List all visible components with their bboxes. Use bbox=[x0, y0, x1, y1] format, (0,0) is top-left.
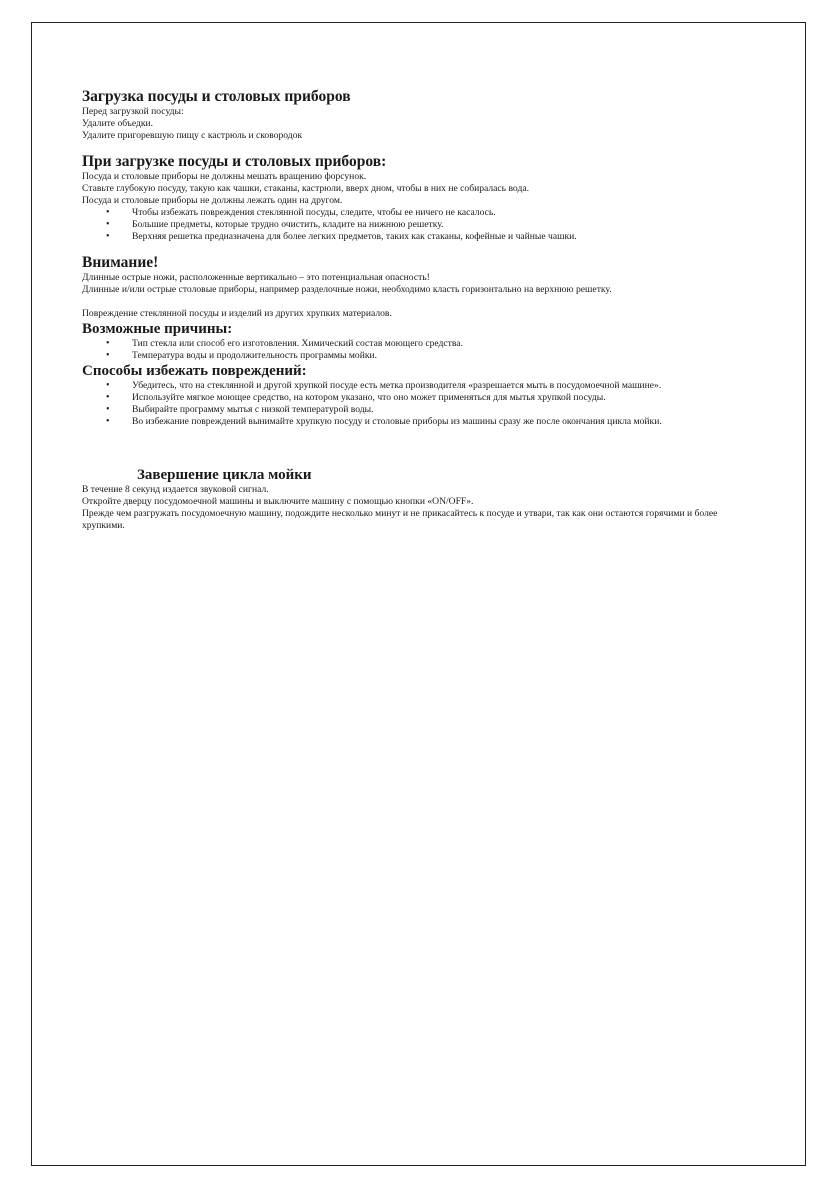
list-item: • Верхняя решетка предназначена для более легких предметов, таких как стаканы, кофейные и чайные чашки. bbox=[82, 231, 762, 243]
section-title-prevention: Способы избежать повреждений: bbox=[82, 363, 307, 379]
document-body bbox=[82, 88, 762, 532]
text-line: Длинные и/или острые столовые приборы, например разделочные ножи, необходимо класть горизонтально на верхнюю решетку. bbox=[82, 284, 612, 295]
text-line: Посуда и столовые приборы не должны лежать один на другом. bbox=[82, 195, 343, 206]
section-title-while-loading: При загрузке посуды и столовых приборов: bbox=[82, 153, 387, 170]
text-line: Ставьте глубокую посуду, такую как чашки, стаканы, кастрюли, вверх дном, чтобы в них не собиралась вода. bbox=[82, 183, 529, 194]
text-line: В течение 8 секунд издается звуковой сигнал. bbox=[82, 484, 269, 495]
text-line: Удалите пригоревшую пищу с кастрюль и сковородок bbox=[82, 130, 303, 141]
text-line: Посуда и столовые приборы не должны мешать вращению форсунок. bbox=[82, 171, 367, 182]
list-item: • Большие предметы, которые трудно очистить, кладите на нижнюю решетку. bbox=[82, 219, 762, 231]
text-line: Длинные острые ножи, расположенные вертикально – это потенциальная опасность! bbox=[82, 272, 430, 283]
text-line: Удалите объедки. bbox=[82, 118, 154, 129]
bullet-list bbox=[82, 380, 762, 428]
text-line: Прежде чем разгружать посудомоечную машину, подождите несколько минут и не прикасайтесь к посуде и утвари, так как они остаются горячими и более хрупкими. bbox=[82, 508, 718, 531]
list-item: • Чтобы избежать повреждения стеклянной посуды, следите, чтобы ее ничего не касалось. bbox=[82, 207, 762, 219]
list-item: • Используйте мягкое моющее средство, на котором указано, что оно может применяться для мытья хрупкой посуды. bbox=[82, 392, 762, 404]
list-item: • Убедитесь, что на стеклянной и другой хрупкой посуде есть метка производителя «разрешается мыть в посудомоечной машине». bbox=[82, 380, 762, 392]
bullet-list bbox=[82, 207, 762, 243]
text-line: Откройте дверцу посудомоечной машины и выключите машину с помощью кнопки «ON/OFF». bbox=[82, 496, 474, 507]
bullet-list bbox=[82, 338, 762, 362]
text-line: Повреждение стеклянной посуды и изделий из других хрупких материалов. bbox=[82, 308, 392, 319]
text-line: Перед загрузкой посуды: bbox=[82, 106, 184, 117]
section-title-causes: Возможные причины: bbox=[82, 321, 233, 337]
list-item: • Во избежание повреждений вынимайте хрупкую посуду и столовые приборы из машины сразу же после окончания цикла мойки. bbox=[82, 416, 762, 428]
list-item: • Выбирайте программу мытья с низкой температурой воды. bbox=[82, 404, 762, 416]
list-item: • Температура воды и продолжительность программы мойки. bbox=[82, 350, 762, 362]
section-title-loading: Загрузка посуды и столовых приборов bbox=[82, 88, 351, 105]
section-title-attention: Внимание! bbox=[82, 254, 159, 271]
section-title-cycle-end: Завершение цикла мойки bbox=[137, 467, 312, 483]
list-item: • Тип стекла или способ его изготовления. Химический состав моющего средства. bbox=[82, 338, 762, 350]
